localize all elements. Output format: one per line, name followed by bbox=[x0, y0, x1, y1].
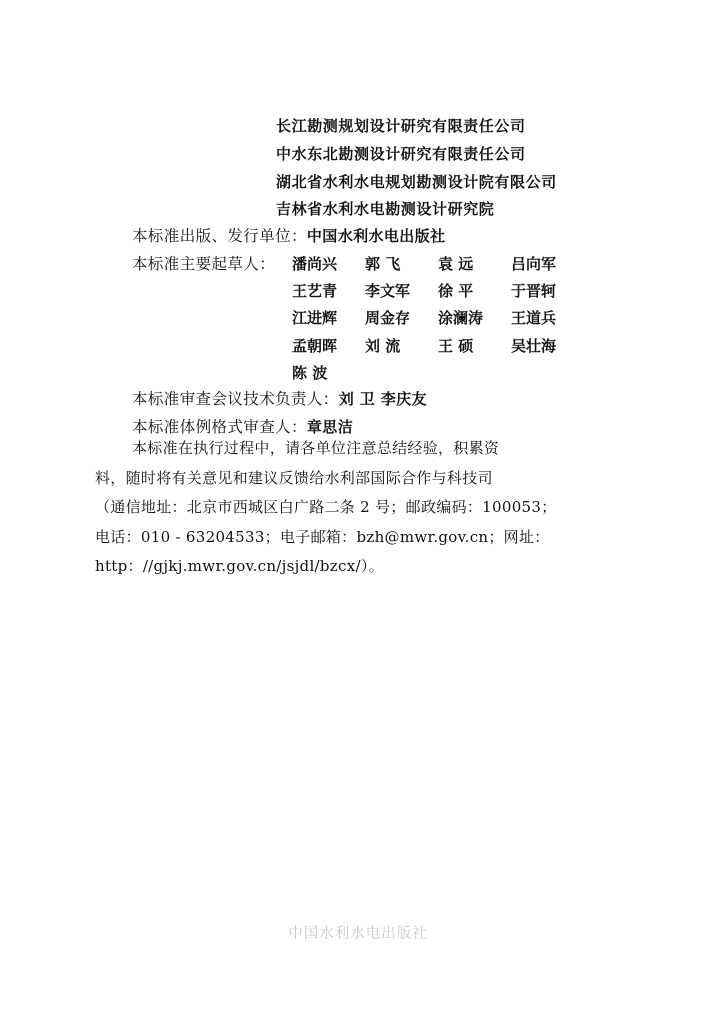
drafter-name: 吕向军 bbox=[511, 255, 557, 273]
drafter-name: 陈 波 bbox=[292, 364, 328, 382]
format-reviewer-label: 本标准体例格式审查人： bbox=[132, 418, 307, 436]
drafters-label: 本标准主要起草人： bbox=[132, 255, 276, 273]
drafter-name: 孟朝晖 bbox=[292, 337, 338, 355]
drafter-name: 徐 平 bbox=[438, 282, 474, 300]
notice-paragraph bbox=[95, 434, 603, 582]
drafter-name: 吴壮海 bbox=[511, 337, 557, 355]
notice-line-1: 本标准在执行过程中，请各单位注意总结经验，积累资 bbox=[132, 439, 500, 457]
drafter-name: 江进辉 bbox=[292, 309, 338, 327]
organization-2: 中水东北勘测设计研究有限责任公司 bbox=[276, 145, 526, 163]
drafter-name: 袁 远 bbox=[438, 255, 474, 273]
format-reviewer-value: 章思洁 bbox=[306, 418, 354, 436]
drafter-name: 刘 流 bbox=[365, 337, 401, 355]
drafter-name: 涂澜涛 bbox=[438, 309, 484, 327]
reviewer-label: 本标准审查会议技术负责人： bbox=[132, 390, 339, 408]
drafter-name: 王 硕 bbox=[438, 337, 474, 355]
drafter-name: 王艺青 bbox=[292, 282, 338, 300]
organization-3: 湖北省水利水电规划勘测设计院有限公司 bbox=[276, 173, 557, 191]
publisher-value: 中国水利水电出版社 bbox=[306, 227, 446, 245]
reviewer-line bbox=[132, 389, 427, 409]
publisher-label: 本标准出版、发行单位： bbox=[132, 227, 307, 245]
drafter-name: 于晋轲 bbox=[511, 282, 557, 300]
notice-line-2: 料，随时将有关意见和建议反馈给水利部国际合作与科技司 bbox=[95, 468, 493, 487]
notice-line-3: （通信地址：北京市西城区白广路二条 2 号；邮政编码：100053； bbox=[95, 498, 557, 516]
drafter-name: 潘尚兴 bbox=[292, 255, 338, 273]
organization-4: 吉林省水利水电勘测设计研究院 bbox=[276, 200, 495, 218]
drafter-name: 王道兵 bbox=[511, 309, 557, 327]
drafter-name: 李文军 bbox=[365, 282, 411, 300]
publisher-line bbox=[132, 226, 446, 246]
organization-1: 长江勘测规划设计研究有限责任公司 bbox=[276, 117, 526, 135]
notice-line-5: http：//gjkj.mwr.gov.cn/jsjdl/bzcx/）。 bbox=[95, 557, 384, 575]
drafter-name: 郭 飞 bbox=[365, 255, 401, 273]
drafter-name: 周金存 bbox=[365, 309, 411, 327]
publisher-watermark: 中国水利水电出版社 bbox=[288, 926, 428, 942]
reviewer-value: 刘 卫 李庆友 bbox=[338, 390, 427, 408]
notice-line-4: 电话：010 - 63204533；电子邮箱：bzh@mwr.gov.cn；网址： bbox=[95, 527, 550, 546]
